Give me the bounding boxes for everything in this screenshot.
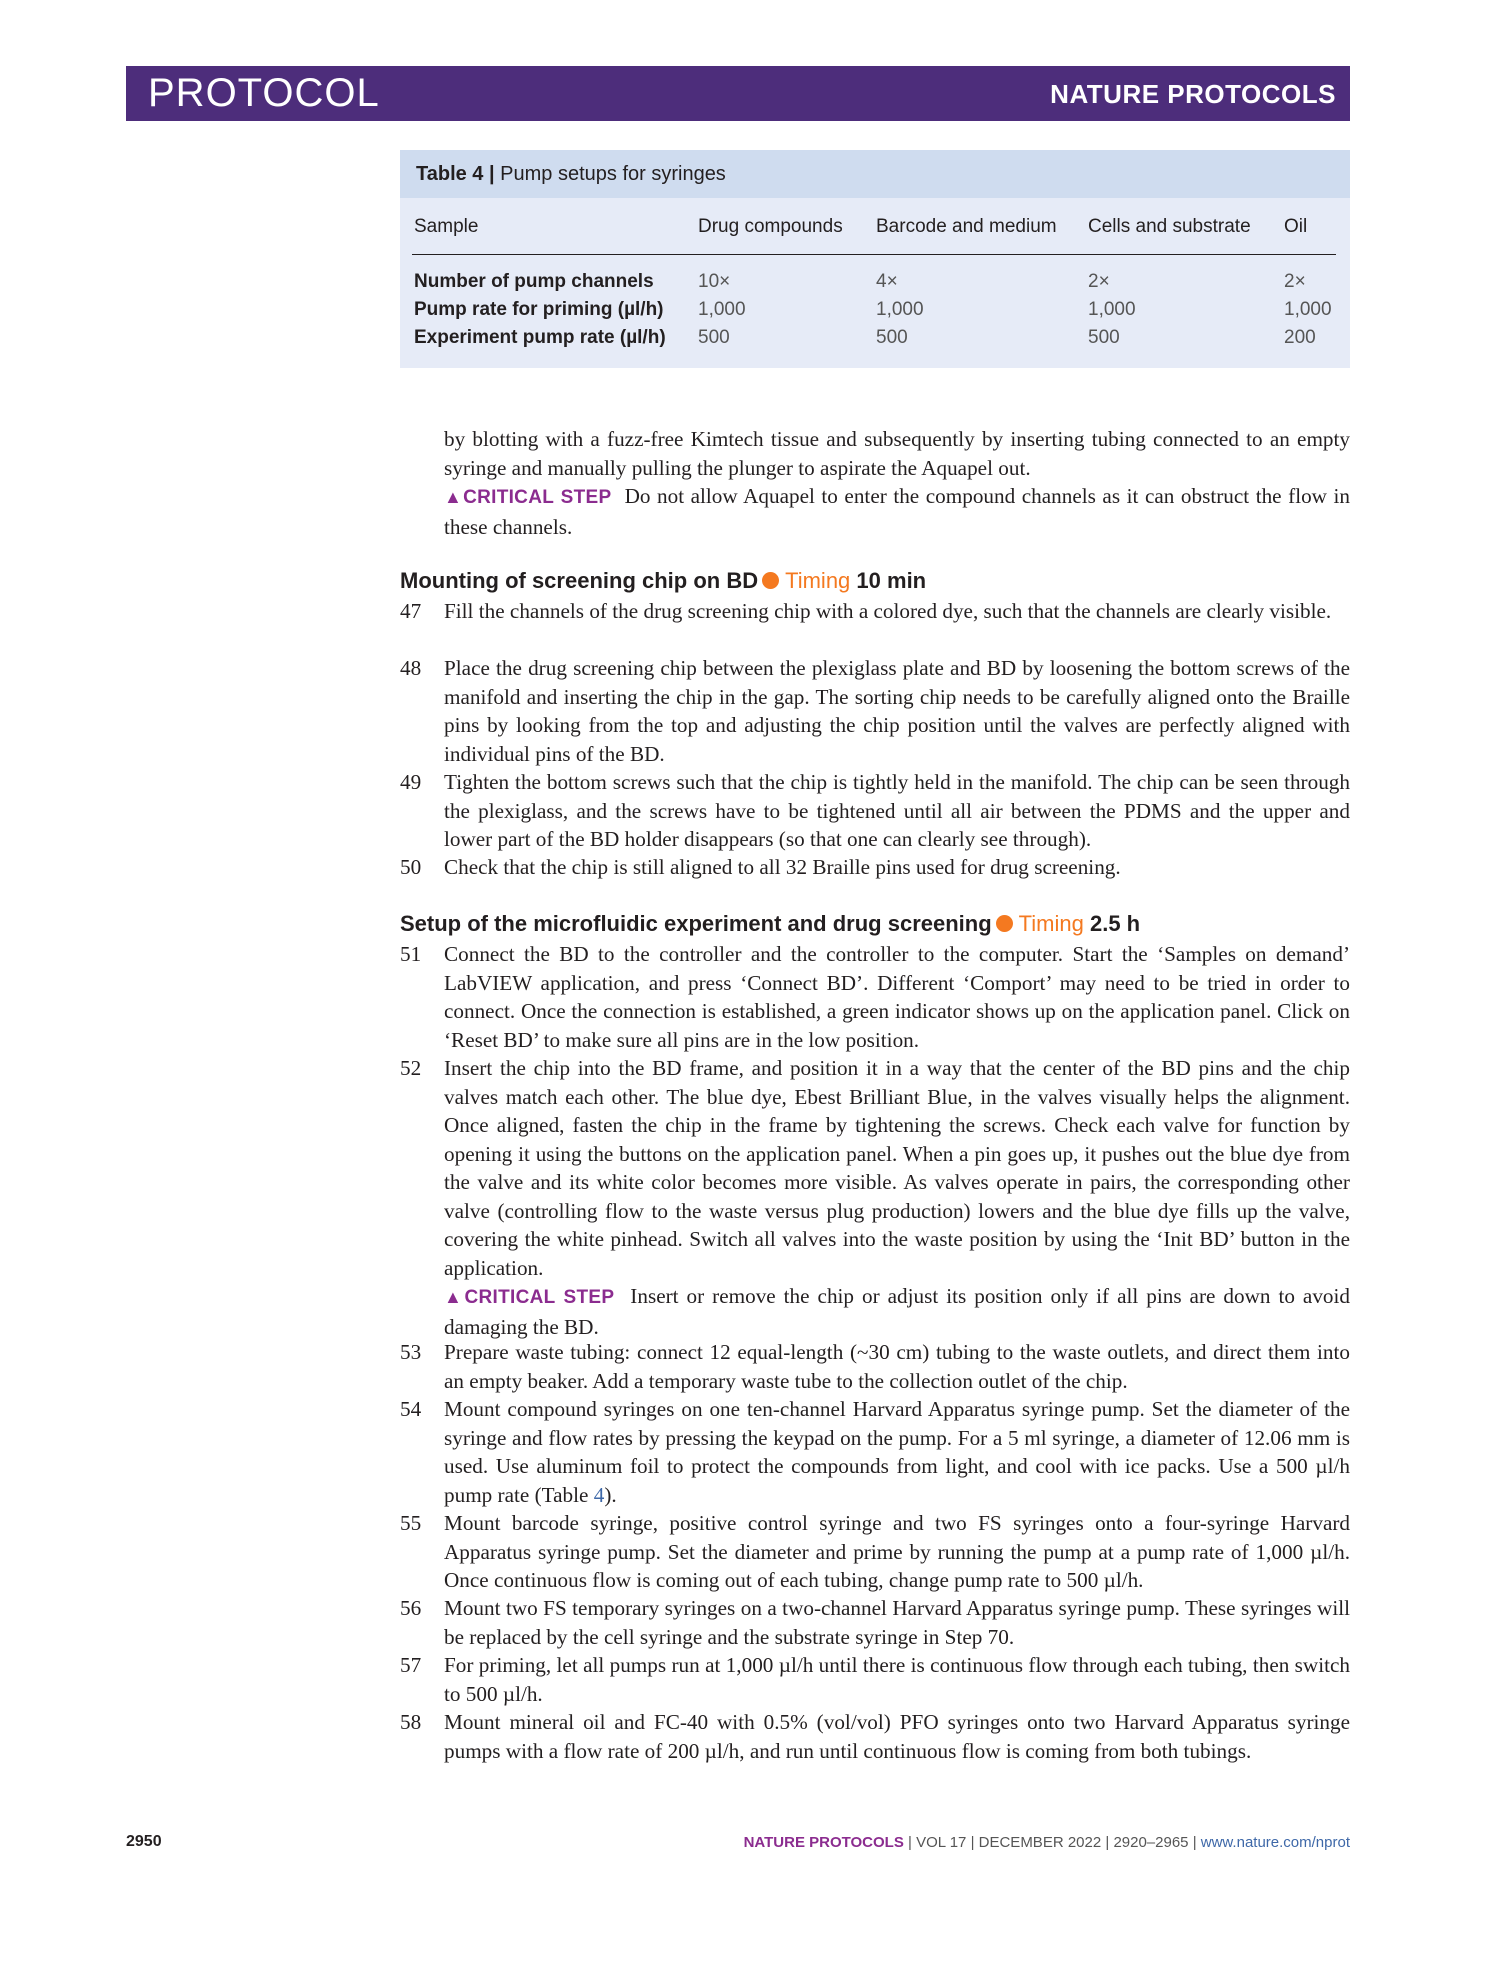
table-cell: 2× [1088,271,1110,292]
table-cell: 200 [1284,327,1316,348]
table-cell: 1,000 [698,299,746,320]
table-header-drug: Drug compounds [698,216,843,237]
step-text: Mount barcode syringe, positive control syringe and two FS syringes onto a four-syringe Harvard Apparatus syringe pump. Set the diameter and prime by running the pump at a pump rate of 1,000 µl/h. Once continuous flow is coming out of each tubing, change pump rate to 500 µl/h. [444,1511,1350,1592]
critical-step-text: Insert or remove the chip or adjust its position only if all pins are down to avoid damaging the BD. [444,1284,1350,1339]
table-cell: 500 [1088,327,1120,348]
table-cell: 4× [876,271,898,292]
step-number: 52 [400,1056,422,1080]
section-heading-setup [400,911,1140,937]
footer-date: DECEMBER 2022 [978,1834,1102,1851]
header-bar [126,66,1350,121]
table-header-oil: Oil [1284,216,1308,237]
step-text: For priming, let all pumps run at 1,000 µl/h until there is continuous flow through each tubing, then switch to 500 µl/h. [444,1653,1350,1706]
critical-triangle-icon: ▲ [444,1287,465,1307]
section-title: Mounting of screening chip on BD [400,568,759,593]
intro-text: by blotting with a fuzz-free Kimtech tissue and subsequently by inserting tubing connected to an empty syringe and manually pulling the plunger to aspirate the Aquapel out. [444,427,1350,480]
table-header-sample: Sample [414,216,479,237]
step-text: Prepare waste tubing: connect 12 equal-length (~30 cm) tubing to the waste outlets, and direct them into an empty beaker. Add a temporary waste tube to the collection outlet of the chip. [444,1340,1350,1393]
step-number: 50 [400,855,422,879]
table-caption-text: Pump setups for syringes [500,163,726,185]
footer-volume: VOL 17 [916,1834,967,1851]
table-4 [400,150,1350,368]
step-text: Place the drug screening chip between the plexiglass plate and BD by loosening the bottom screws of the manifold and inserting the chip in the gap. The sorting chip needs to be carefully aligned onto the Braille pins by looking from the top and adjusting the chip position until the valves are perfectly aligned with individual pins of the BD. [444,656,1350,766]
timing-label: Timing [785,568,851,593]
timing-dot-icon [996,915,1013,932]
step-text: Tighten the bottom screws such that the chip is tightly held in the manifold. The chip can be seen through the plexiglass, and the screws have to be tightened until all air between the PDMS and the upper and lower part of the BD holder disappears (so that one can clearly see through). [444,770,1350,851]
step-number: 55 [400,1511,422,1535]
section-label: PROTOCOL [148,71,380,115]
step-number: 49 [400,770,422,794]
timing-dot-icon [762,572,779,589]
footer-pages: 2920–2965 [1113,1834,1189,1851]
step-text-end: ). [604,1482,617,1507]
footer-sep: | [966,1834,979,1851]
step-number: 56 [400,1596,422,1620]
timing-duration: 10 min [856,568,927,593]
step-body [444,1054,1350,1341]
intro-paragraph [444,425,1350,541]
footer-sep: | [1188,1834,1201,1851]
table-row-label: Pump rate for priming (µl/h) [414,299,664,320]
step-number: 53 [400,1340,422,1364]
footer-url-link[interactable]: www.nature.com/nprot [1200,1834,1350,1851]
table-cell: 10× [698,271,731,292]
table-reference-link[interactable]: 4 [593,1482,605,1507]
section-title: Setup of the microfluidic experiment and drug screening [400,911,992,936]
step-number: 58 [400,1710,422,1734]
footer-citation [744,1834,1350,1851]
table-row-label: Experiment pump rate (µl/h) [414,327,666,348]
critical-triangle-icon: ▲ [444,487,464,507]
table-cell: 2× [1284,271,1306,292]
step-number: 57 [400,1653,422,1677]
step-number: 48 [400,656,422,680]
step-number: 54 [400,1397,422,1421]
table-row-label: Number of pump channels [414,271,654,292]
table-cell: 1,000 [1088,299,1136,320]
footer-journal: NATURE PROTOCOLS [743,1834,904,1851]
step-text: Fill the channels of the drug screening chip with a colored dye, such that the channels are clearly visible. [444,599,1332,623]
table-header-barcode: Barcode and medium [876,216,1057,237]
footer-sep: | [903,1834,917,1851]
section-heading-mounting [400,568,926,594]
table-rule [412,254,1336,255]
page-number: 2950 [126,1833,162,1850]
timing-label: Timing [1018,911,1084,936]
table-cell: 500 [698,327,730,348]
timing-duration: 2.5 h [1089,911,1141,936]
step-body [444,1395,1350,1509]
step-text: Mount compound syringes on one ten-channel Harvard Apparatus syringe pump. Set the diameter of the syringe and flow rates by pressing the keypad on the pump. For a 5 ml syringe, a diameter of 12.06 mm is used. Use aluminum foil to protect the compounds from light, and cool with ice packs. Use a 500 µl/h pump rate (Table [444,1397,1350,1507]
step-text: Mount two FS temporary syringes on a two-channel Harvard Apparatus syringe pump. These syringes will be replaced by the cell syringe and the substrate syringe in Step 70. [444,1596,1350,1649]
critical-step-label: CRITICAL STEP [464,1287,615,1308]
table-caption-number: Table 4 | [416,163,495,185]
table-header-cells: Cells and substrate [1088,216,1251,237]
step-number: 47 [400,599,422,623]
table-cell: 500 [876,327,908,348]
table-caption [400,150,1350,198]
table-cell: 1,000 [1284,299,1332,320]
critical-step-text: Do not allow Aquapel to enter the compound channels as it can obstruct the flow in these channels. [444,484,1351,539]
critical-step-label: CRITICAL STEP [463,487,612,508]
step-text: Insert the chip into the BD frame, and position it in a way that the center of the BD pins and the chip valves match each other. The blue dye, Ebest Brilliant Blue, in the valves visually helps the alignment. Once aligned, fasten the chip in the frame by tightening the screws. Check each valve for function by opening it using the buttons on the application panel. When a pin goes up, it pushes out the blue dye from the valve and its white color becomes more visible. As valves operate in pairs, the corresponding other valve (controlling flow to the waste versus plug production) lowers and the blue dye fills up the valve, covering the white pinhead. Switch all valves into the waste position by using the ‘Init BD’ button in the application. [444,1056,1350,1280]
journal-name: NATURE PROTOCOLS [1050,79,1336,109]
table-cell: 1,000 [876,299,924,320]
step-text: Check that the chip is still aligned to all 32 Braille pins used for drug screening. [444,855,1121,879]
footer-sep: | [1101,1834,1114,1851]
step-text: Connect the BD to the controller and the controller to the computer. Start the ‘Samples on demand’ LabVIEW application, and press ‘Connect BD’. Different ‘Comport’ may need to be tried in order to connect. Once the connection is established, a green indicator shows up on the application panel. Click on ‘Reset BD’ to make sure all pins are in the low position. [444,942,1350,1052]
step-number: 51 [400,942,422,966]
step-text: Mount mineral oil and FC-40 with 0.5% (vol/vol) PFO syringes onto two Harvard Apparatus syringe pumps with a flow rate of 200 µl/h, and run until continuous flow is coming from both tubings. [444,1710,1350,1763]
